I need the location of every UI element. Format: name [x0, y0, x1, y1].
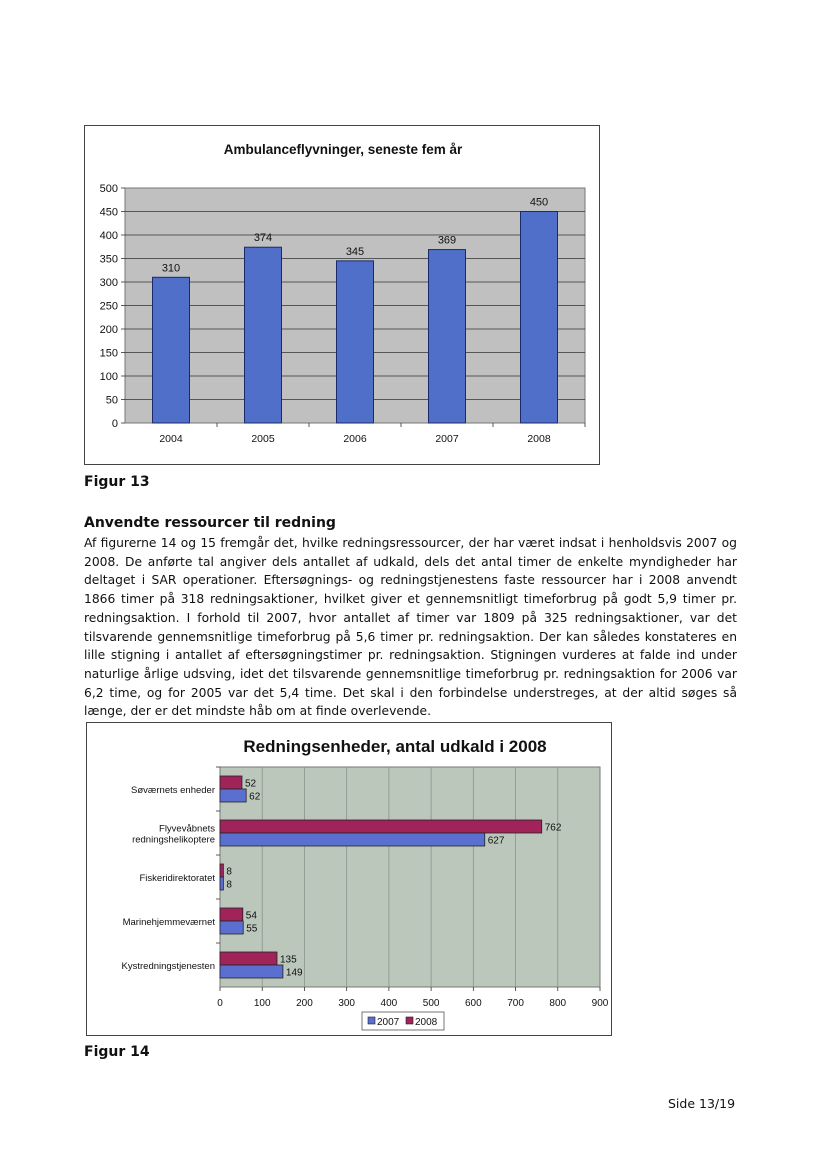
x-tick-label: 2006	[343, 433, 367, 445]
bar-2008	[220, 908, 243, 921]
category-label: redningshelikoptere	[132, 834, 215, 846]
bar-value-label: 149	[285, 967, 303, 979]
bar	[337, 261, 374, 423]
x-tick-label: 2005	[251, 433, 275, 445]
bar-value-label: 369	[437, 234, 457, 247]
bar-value-label: 450	[529, 196, 549, 209]
x-tick-label: 800	[549, 998, 567, 1009]
bar-2007	[220, 965, 283, 978]
figure-14-svg	[87, 723, 611, 1035]
x-tick-label: 2004	[159, 433, 183, 445]
bar-value-label: 374	[253, 232, 273, 245]
y-tick-label: 100	[99, 371, 118, 383]
chart-title: Redningsenheder, antal udkald i 2008	[243, 737, 547, 756]
chart-title: Ambulanceflyvninger, seneste fem år	[223, 142, 463, 157]
legend-swatch-2007	[368, 1017, 375, 1024]
bar-value-label: 310	[161, 262, 181, 275]
category-label: Marinehjemmeværnet	[122, 917, 215, 928]
y-tick-label: 400	[99, 230, 118, 242]
category-label: Søværnets enheder	[131, 785, 215, 796]
bar-2008	[220, 820, 542, 833]
y-tick-label: 150	[99, 347, 118, 360]
x-tick-label: 2007	[435, 433, 459, 445]
bar-value-label: 135	[280, 954, 297, 966]
category-label: Kystredningstjenesten	[121, 961, 215, 972]
bar-2008	[220, 776, 242, 789]
x-tick-label: 300	[338, 998, 356, 1009]
legend-label: 2007	[377, 1017, 400, 1028]
y-tick-label: 250	[99, 300, 118, 313]
y-tick-label: 50	[105, 394, 118, 407]
category-label: Fiskeridirektoratet	[139, 873, 215, 884]
section-heading: Anvendte ressourcer til redning	[84, 515, 336, 531]
y-tick-label: 500	[99, 183, 118, 195]
bar-value-label: 8	[226, 879, 232, 891]
figure-13-caption: Figur 13	[84, 474, 150, 490]
figure-13-chart	[84, 125, 600, 465]
y-tick-label: 300	[99, 277, 118, 289]
x-tick-label: 400	[380, 998, 398, 1009]
category-label: Flyvevåbnets	[159, 823, 215, 835]
bar-value-label: 55	[246, 923, 258, 935]
bar-2008	[220, 864, 223, 877]
bar-value-label: 52	[244, 778, 257, 790]
figure-13-svg	[85, 126, 599, 464]
x-tick-label: 100	[253, 998, 271, 1009]
y-tick-label: 450	[99, 206, 118, 219]
bar-2007	[220, 789, 246, 802]
bar-2007	[220, 833, 485, 846]
y-tick-label: 0	[111, 418, 118, 430]
bar-value-label: 345	[345, 245, 365, 258]
figure-14-caption: Figur 14	[84, 1044, 150, 1060]
bar	[429, 250, 466, 423]
figure-14-chart	[86, 722, 612, 1036]
x-tick-label: 700	[507, 998, 524, 1009]
x-tick-label: 500	[422, 998, 440, 1009]
legend-label: 2008	[415, 1017, 438, 1028]
body-paragraph: Af figurerne 14 og 15 fremgår det, hvilke redningsressourcer, der har været indsat i henholdsvis 2007 og 2008. De anførte tal angiver dels antallet af udkald, dels det antal timer de enkelte myndigheder har deltaget i SAR operationer. Eftersøgnings- og redningstjenestens faste ressourcer har i 2008 anvendt 1866 timer på 318 redningsaktioner, hvilket giver et gennemsnitligt timeforbrug på godt 5,9 timer pr. redningsaktion. I forhold til 2007, hvor antallet af timer var 1809 på 325 redningsaktioner, var det tilsvarende gennemsnitlige timeforbrug på 5,6 timer pr. redningsaktion. Der kan således konstateres en lille stigning i antallet af eftersøgningstimer pr. redningsaktion. Stigningen vurderes at falde ind under naturlige årlige udsving, idet det tilsvarende gennemsnitlige timeforbrug pr. redningsaktion for 2006 var 6,2 time, og for 2005 var det 5,4 time. Det skal i den forbindelse understreges, at der altid søges så længe, der er det mindste håb om at finde overlevende.	[84, 536, 737, 719]
bar-2007	[220, 921, 243, 934]
x-tick-label: 2008	[527, 433, 551, 445]
bar-value-label: 54	[245, 910, 257, 922]
bar	[245, 247, 282, 423]
bar	[521, 212, 558, 424]
bar-2008	[220, 952, 277, 965]
x-tick-label: 200	[296, 998, 313, 1009]
bar-value-label: 762	[544, 822, 562, 834]
bar-value-label: 627	[487, 835, 505, 847]
bar-value-label: 62	[249, 791, 261, 803]
x-tick-label: 0	[217, 998, 223, 1009]
bar-2007	[220, 877, 223, 890]
x-tick-label: 900	[591, 998, 609, 1009]
legend-swatch-2008	[406, 1017, 413, 1024]
bar	[153, 277, 190, 423]
bar-value-label: 8	[226, 866, 232, 878]
y-tick-label: 350	[99, 253, 118, 266]
y-tick-label: 200	[99, 324, 118, 336]
page-number: Side 13/19	[668, 1096, 736, 1111]
x-tick-label: 600	[464, 998, 482, 1009]
